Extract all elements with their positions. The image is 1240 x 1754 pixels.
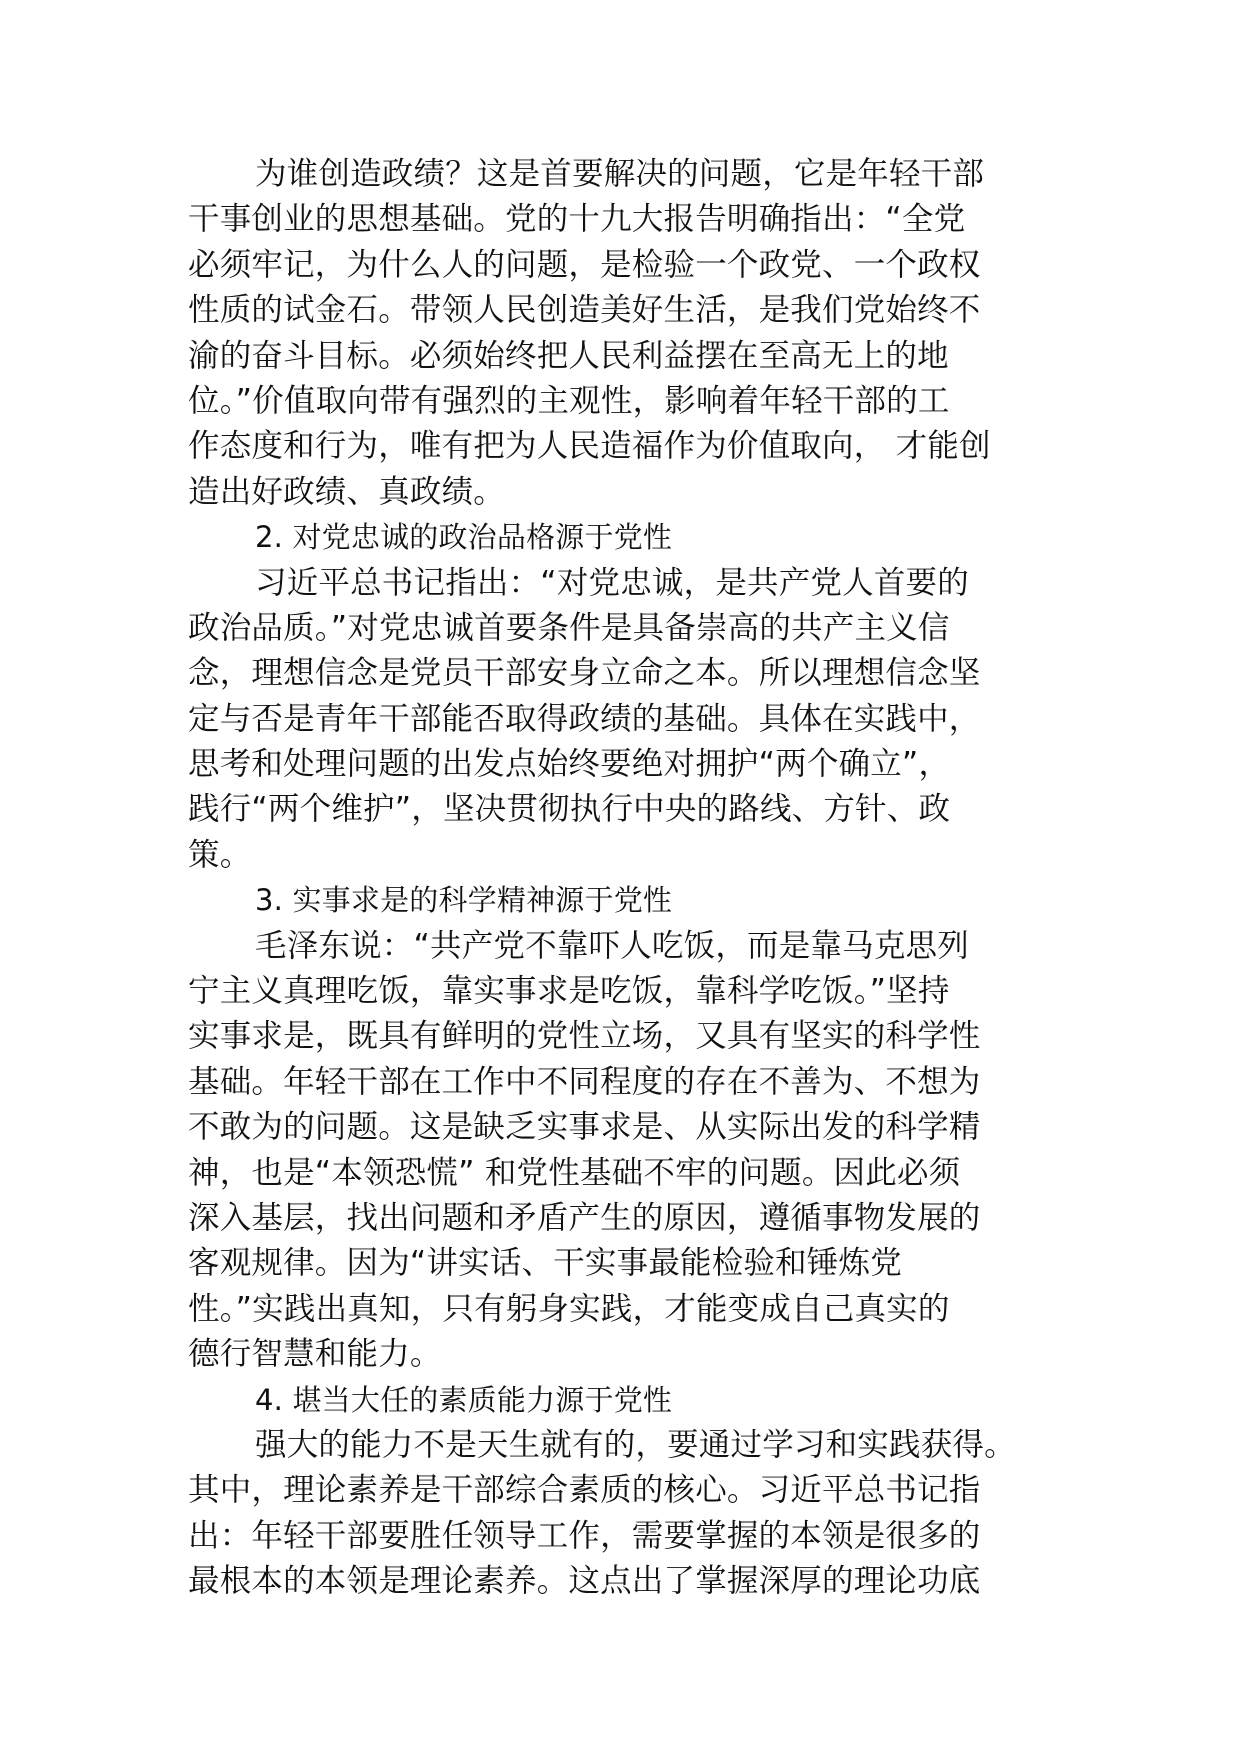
paragraph-line: 性质的试金石。带领人民创造美好生活，是我们党始终不 (188, 292, 981, 329)
paragraph-line: 其中，理论素养是干部综合素质的核心。习近平总书记指 (188, 1472, 981, 1509)
paragraph-line: 出：年轻干部要胜任领导工作，需要掌握的本领是很多的 (188, 1517, 981, 1554)
paragraph-line: 基础。年轻干部在工作中不同程度的存在不善为、不想为 (188, 1063, 981, 1100)
paragraph-line: 最根本的本领是理论素养。这点出了掌握深厚的理论功底 (188, 1563, 981, 1600)
paragraph-line: 位。”价值取向带有强烈的主观性，影响着年轻干部的工 (188, 382, 950, 419)
paragraph-line: 为谁创造政绩？这是首要解决的问题，它是年轻干部 (255, 156, 985, 192)
paragraph-line: 思考和处理问题的出发点始终要绝对拥护“两个确立”， (188, 746, 951, 783)
paragraph-line: 德行智慧和能力。 (188, 1336, 442, 1373)
paragraph-line: 践行“两个维护”，坚决贯彻执行中央的路线、方针、政 (188, 791, 951, 828)
paragraph-line: 定与否是青年干部能否取得政绩的基础。具体在实践中， (188, 700, 981, 737)
paragraph-line: 习近平总书记指出：“对党忠诚，是共产党人首要的 (255, 564, 969, 601)
paragraph-line: 策。 (188, 836, 252, 873)
paragraph-line: 客观规律。因为“讲实话、干实事最能检验和锤炼党 (188, 1245, 902, 1282)
paragraph-line: 强大的能力不是天生就有的，要通过学习和实践获得。 (255, 1426, 1016, 1463)
paragraph-line: 毛泽东说：“共产党不靠吓人吃饭，而是靠马克思列 (255, 927, 969, 964)
paragraph-line: 渝的奋斗目标。必须始终把人民利益摆在至高无上的地 (188, 337, 949, 374)
paragraph-line: 神，也是“本领恐慌” 和党性基础不牢的问题。因此必须 (188, 1154, 961, 1191)
paragraph-line: 念，理想信念是党员干部安身立命之本。所以理想信念坚 (188, 655, 981, 692)
paragraph-line: 政治品质。”对党忠诚首要条件是具备崇高的共产主义信 (188, 609, 950, 646)
paragraph-line: 不敢为的问题。这是缺乏实事求是、从实际出发的科学精 (188, 1109, 981, 1146)
paragraph-line: 深入基层，找出问题和矛盾产生的原因，遵循事物发展的 (188, 1199, 981, 1236)
paragraph-line: 宁主义真理吃饭，靠实事求是吃饭，靠科学吃饭。”坚持 (188, 973, 950, 1010)
section-heading-3: 3. 实事求是的科学精神源于党性 (255, 883, 673, 918)
paragraph-line: 性。”实践出真知，只有躬身实践，才能变成自己真实的 (188, 1290, 950, 1327)
section-heading-2: 2. 对党忠诚的政治品格源于党性 (255, 520, 673, 555)
paragraph-line: 实事求是，既具有鲜明的党性立场，又具有坚实的科学性 (188, 1018, 981, 1055)
paragraph-line: 作态度和行为，唯有把为人民造福作为价值取向， 才能创 (188, 428, 991, 465)
paragraph-line: 造出好政绩、真政绩。 (188, 473, 506, 510)
paragraph-line: 干事创业的思想基础。党的十九大报告明确指出：“全党 (188, 201, 966, 238)
document-body (188, 152, 1062, 1605)
paragraph-line: 必须牢记，为什么人的问题，是检验一个政党、一个政权 (188, 246, 981, 283)
section-heading-4: 4. 堪当大任的素质能力源于党性 (255, 1382, 673, 1417)
